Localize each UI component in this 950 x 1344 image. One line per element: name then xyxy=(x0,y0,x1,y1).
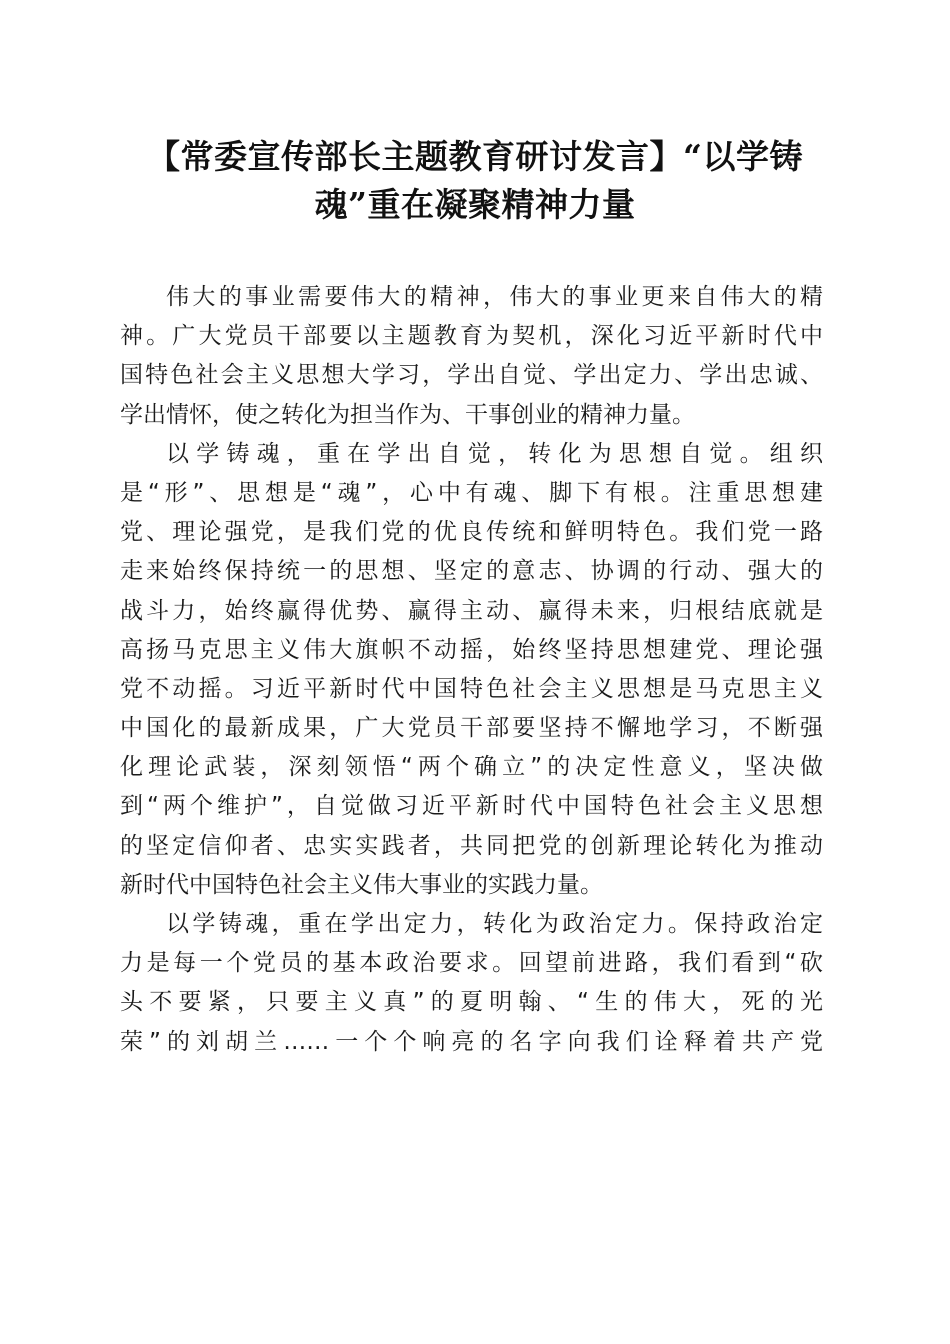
paragraph-line: 战斗力，始终赢得优势、赢得主动、赢得未来，归根结底就是 xyxy=(120,597,823,624)
paragraph-line: 到“两个维护”，自觉做习近平新时代中国特色社会主义思想 xyxy=(120,793,823,820)
paragraph-1 xyxy=(120,278,840,435)
paragraph-line: 高扬马克思主义伟大旗帜不动摇，始终坚持思想建党、理论强 xyxy=(120,636,823,663)
paragraph-line: 神。广大党员干部要以主题教育为契机，深化习近平新时代中 xyxy=(120,323,823,350)
paragraph-line: 的坚定信仰者、忠实实践者，共同把党的创新理论转化为推动 xyxy=(120,832,823,859)
paragraph-line: 力是每一个党员的基本政治要求。回望前进路，我们看到“砍 xyxy=(120,950,823,977)
paragraph-line: 走来始终保持统一的思想、坚定的意志、协调的行动、强大的 xyxy=(120,558,823,585)
title-line: 魂”重在凝聚精神力量 xyxy=(314,185,636,224)
paragraph-line: 头不要紧，只要主义真”的夏明翰、“生的伟大，死的光 xyxy=(120,989,823,1016)
paragraph-line: 荣”的刘胡兰……一个个响亮的名字向我们诠释着共产党 xyxy=(120,1028,823,1055)
paragraph-line: 以学铸魂，重在学出自觉，转化为思想自觉。组织 xyxy=(166,440,823,467)
paragraph-line: 国特色社会主义思想大学习，学出自觉、学出定力、学出忠诚、 xyxy=(120,362,823,389)
paragraph-line: 化理论武装，深刻领悟“两个确立”的决定性意义，坚决做 xyxy=(120,754,823,781)
paragraph-line: 伟大的事业需要伟大的精神，伟大的事业更来自伟大的精 xyxy=(166,284,823,310)
paragraph-line: 党、理论强党，是我们党的优良传统和鲜明特色。我们党一路 xyxy=(120,519,823,546)
paragraph-line: 中国化的最新成果，广大党员干部要坚持不懈地学习，不断强 xyxy=(120,715,823,742)
paragraph-line: 以学铸魂，重在学出定力，转化为政治定力。保持政治定 xyxy=(166,911,823,937)
document-body xyxy=(120,278,840,1062)
paragraph-line: 是“形”、思想是“魂”，心中有魂、脚下有根。注重思想建 xyxy=(120,479,823,506)
paragraph-line: 新时代中国特色社会主义伟大事业的实践力量。 xyxy=(120,871,603,898)
paragraph-3 xyxy=(120,905,840,1062)
paragraph-line: 党不动摇。习近平新时代中国特色社会主义思想是马克思主义 xyxy=(120,675,823,702)
paragraph-line: 学出情怀，使之转化为担当作为、干事创业的精神力量。 xyxy=(120,401,695,428)
document-title xyxy=(110,133,840,229)
paragraph-2 xyxy=(120,435,840,905)
title-line: 【常委宣传部长主题教育研讨发言】“以学铸 xyxy=(147,137,803,176)
